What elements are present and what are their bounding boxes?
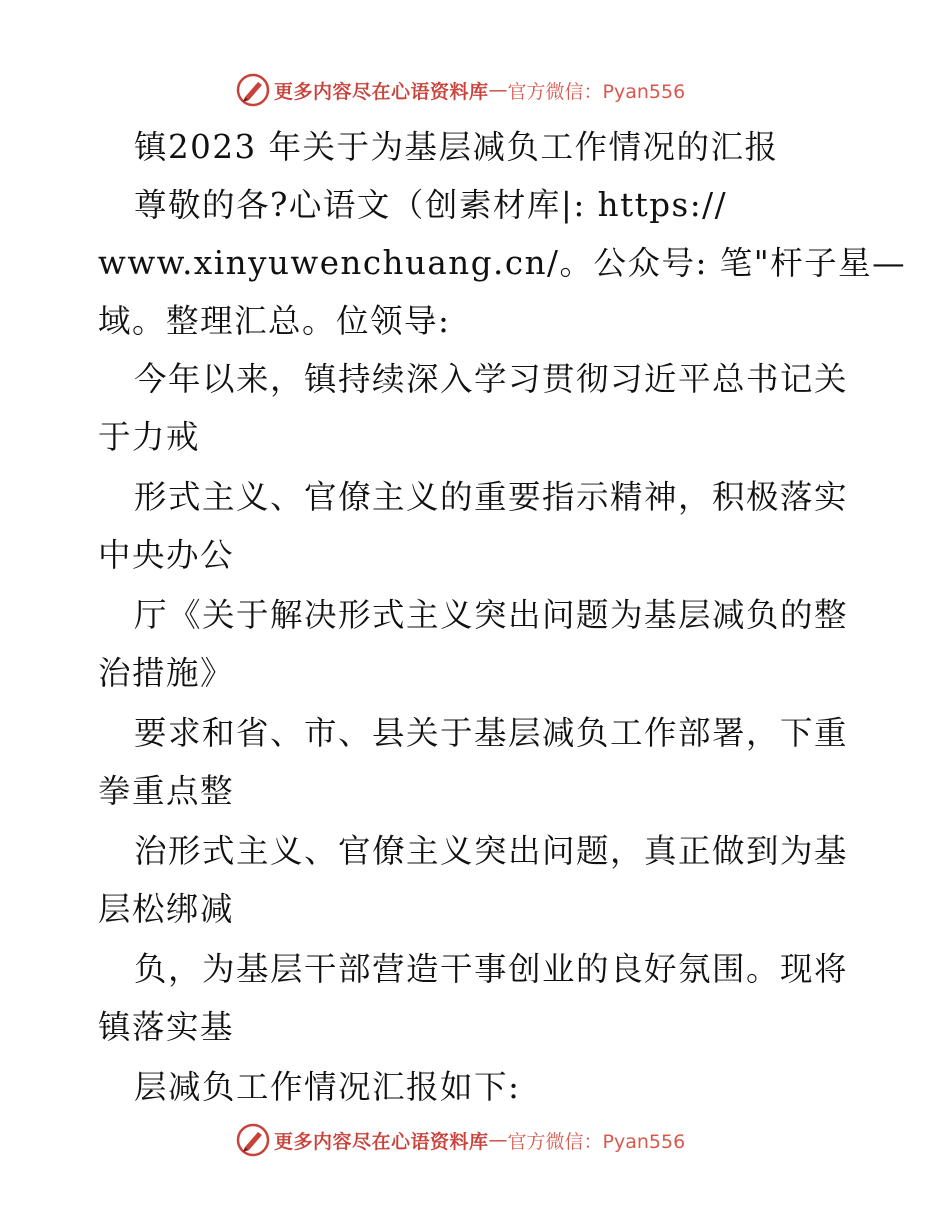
banner-separator: —	[488, 1129, 508, 1151]
body-line: 拳重点整	[98, 772, 235, 810]
body-line: 治措施》	[98, 654, 235, 692]
banner-account: 官方微信：Pyan556	[507, 80, 686, 103]
body-line: 治形式主义、官僚主义突出问题，真正做到为基	[134, 832, 849, 870]
body-line: 层松绑减	[98, 890, 235, 928]
body-line: 镇落实基	[98, 1008, 235, 1046]
banner-text: 更多内容尽在心语资料库	[274, 80, 489, 103]
body-line: www.xinyuwenchuang.cn/。公众号: 笔"杆子星—	[98, 244, 907, 282]
body-line: 于力戒	[98, 418, 201, 456]
body-line: 要求和省、市、县关于基层减负工作部署，下重	[134, 714, 849, 752]
footer-banner	[236, 1122, 685, 1158]
pen-logo-icon	[236, 73, 270, 107]
body-line: 负，为基层干部营造干事创业的良好氛围。现将	[134, 950, 849, 988]
banner-separator: —	[488, 79, 508, 101]
body-line: 尊敬的各?心语文（创素材库|: https://	[134, 186, 728, 224]
banner-text: 更多内容尽在心语资料库	[274, 1130, 489, 1153]
body-line: 今年以来，镇持续深入学习贯彻习近平总书记关	[134, 360, 849, 398]
body-line: 厅《关于解决形式主义突出问题为基层减负的整	[134, 596, 849, 634]
pen-logo-icon	[236, 1123, 270, 1157]
banner-account: 官方微信：Pyan556	[507, 1130, 686, 1153]
body-line: 形式主义、官僚主义的重要指示精神，积极落实	[134, 478, 849, 516]
body-line: 层减负工作情况汇报如下:	[134, 1068, 521, 1106]
header-banner	[236, 72, 685, 108]
document-title: 镇2023 年关于为基层减负工作情况的汇报	[134, 128, 779, 166]
body-line: 中央办公	[98, 536, 235, 574]
body-line: 域。整理汇总。位领导:	[98, 302, 451, 340]
